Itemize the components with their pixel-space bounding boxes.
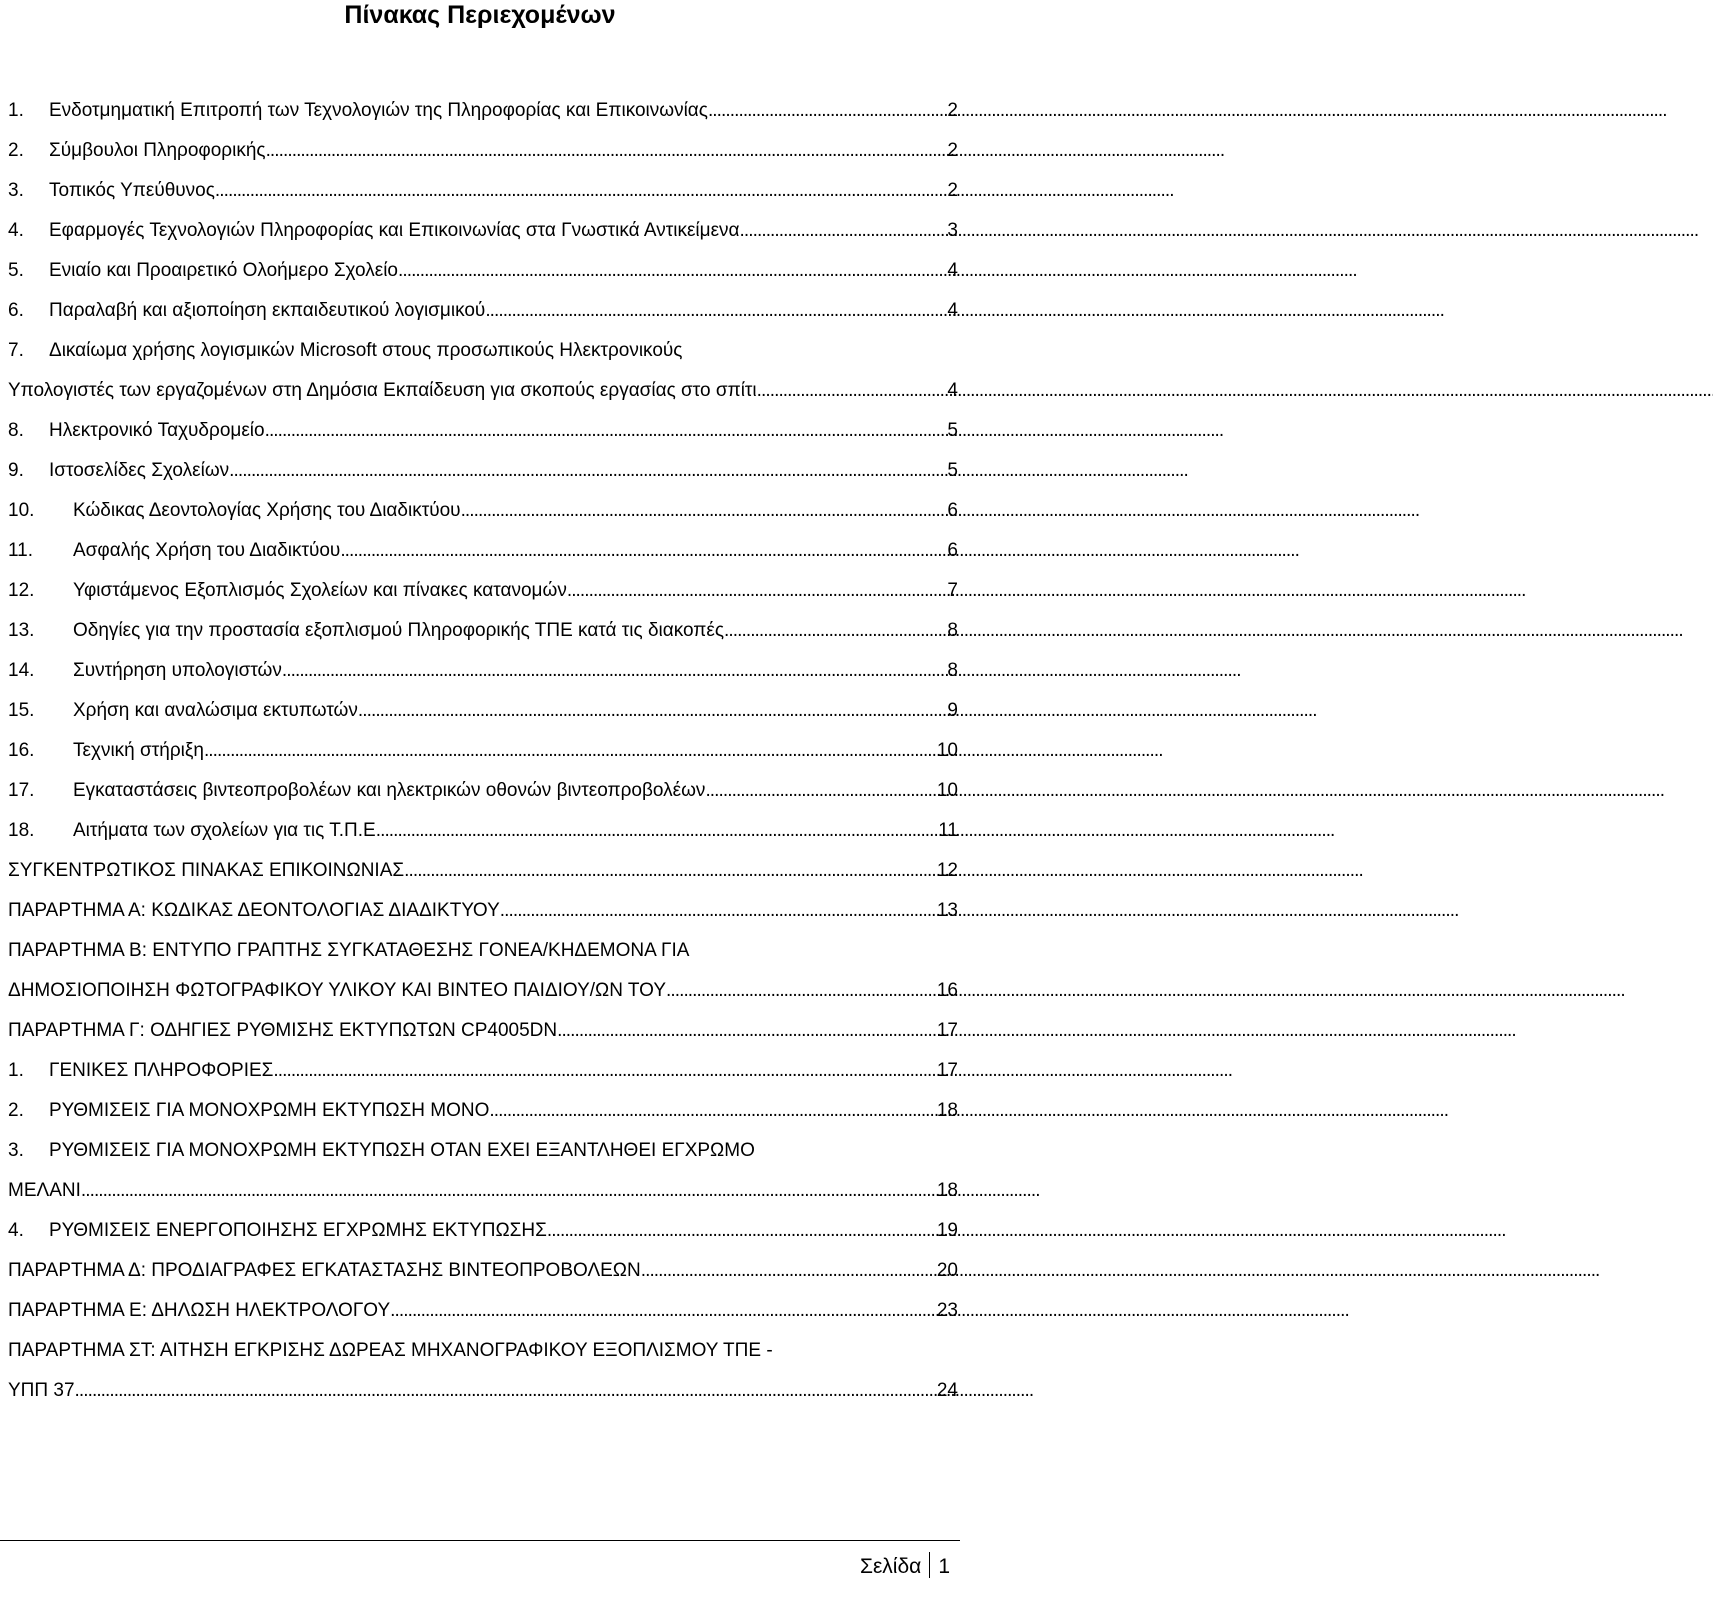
toc-entry-number: 1. xyxy=(8,1060,24,1081)
toc-entry-number: 15. xyxy=(8,700,35,721)
toc-entry[interactable] xyxy=(8,211,958,251)
toc-entry-number: 4. xyxy=(8,220,24,241)
toc-entry[interactable] xyxy=(8,811,958,851)
toc-entry-number: 14. xyxy=(8,660,35,681)
toc-entry-page: 8 xyxy=(947,660,958,681)
toc-entry-page: 24 xyxy=(936,1380,958,1401)
toc-leader-dots xyxy=(557,1011,936,1051)
toc-entry-title[interactable]: ΠΑΡΑΡΤΗΜΑ Γ: ΟΔΗΓΙΕΣ ΡΥΘΜΙΣΗΣ ΕΚΤΥΠΩΤΩΝ CP4005DN xyxy=(8,1020,558,1041)
toc-entry-title[interactable]: Κώδικας Δεοντολογίας Χρήσης του Διαδικτύου xyxy=(73,500,461,521)
toc-entry-page: 11 xyxy=(938,820,958,841)
toc-entry-title[interactable]: Συντήρηση υπολογιστών xyxy=(73,660,282,681)
toc-entry-title[interactable]: Υφιστάμενος Εξοπλισμός Σχολείων και πίνακες κατανομών xyxy=(73,580,567,601)
toc-leader-dots xyxy=(461,491,947,531)
toc-leader-dots xyxy=(204,731,936,771)
toc-entry-title-continued[interactable]: ΥΠΠ 37 xyxy=(8,1380,75,1401)
toc-entry[interactable] xyxy=(8,611,958,651)
toc-leader-dots xyxy=(724,611,946,651)
toc-entry-number: 5. xyxy=(8,260,24,281)
toc-entry-title[interactable]: Ενιαίο και Προαιρετικό Ολοήμερο Σχολείο xyxy=(49,260,398,281)
toc-leader-dots xyxy=(265,411,947,451)
toc-leader-dots xyxy=(390,1291,936,1331)
toc-entry[interactable] xyxy=(8,491,958,531)
toc-entry-title[interactable]: Ηλεκτρονικό Ταχυδρομείο xyxy=(49,420,265,441)
toc-entry-continuation[interactable] xyxy=(8,1171,958,1211)
toc-leader-dots xyxy=(340,531,946,571)
toc-entry-number: 13. xyxy=(8,620,35,641)
toc-leader-dots xyxy=(547,1211,936,1251)
toc-entry-title[interactable]: ΠΑΡΑΡΤΗΜΑ Ε: ΔΗΛΩΣΗ ΗΛΕΚΤΡΟΛΟΓΟΥ xyxy=(8,1300,391,1321)
toc-entry-continuation[interactable] xyxy=(8,971,958,1011)
toc-entry-page: 8 xyxy=(947,620,958,641)
toc-entry-number: 18. xyxy=(8,820,35,841)
toc-entry-title[interactable]: Παραλαβή και αξιοποίηση εκπαιδευτικού λογισμικού xyxy=(49,300,486,321)
toc-entry-continuation[interactable] xyxy=(8,371,958,411)
toc-entry-number: 1. xyxy=(8,100,24,121)
toc-entry[interactable] xyxy=(8,731,958,771)
toc-entry[interactable] xyxy=(8,331,958,371)
toc-entry-page: 4 xyxy=(947,380,958,401)
toc-entry-title[interactable]: ΡΥΘΜΙΣΕΙΣ ΓΙΑ ΜΟΝΟΧΡΩΜΗ ΕΚΤΥΠΩΣΗ ΟΤΑΝ ΕΧΕΙ ΕΞΑΝΤΛΗΘΕΙ ΕΓΧΡΩΜΟ xyxy=(49,1140,755,1161)
footer-page-label: Σελίδα xyxy=(859,1555,922,1578)
toc-leader-dots xyxy=(404,851,936,891)
toc-entry-page: 3 xyxy=(947,220,958,241)
footer-separator xyxy=(929,1552,930,1578)
toc-leader-dots xyxy=(266,131,947,171)
toc-entry[interactable] xyxy=(8,171,958,211)
toc-leader-dots xyxy=(740,211,947,251)
toc-entry[interactable] xyxy=(8,1011,958,1051)
toc-entry-page: 17 xyxy=(936,1020,958,1041)
toc-entry[interactable] xyxy=(8,1131,958,1171)
toc-leader-dots xyxy=(215,171,947,211)
toc-entry-number: 8. xyxy=(8,420,24,441)
toc-entry[interactable] xyxy=(8,91,958,131)
toc-entry-page: 12 xyxy=(936,860,958,881)
toc-entry[interactable] xyxy=(8,571,958,611)
toc-entry-page: 6 xyxy=(947,500,958,521)
toc-entry-title[interactable]: ΠΑΡΑΡΤΗΜΑ Β: ΕΝΤΥΠΟ ΓΡΑΠΤΗΣ ΣΥΓΚΑΤΑΘΕΣΗΣ ΓΟΝΕΑ/ΚΗΔΕΜΟΝΑ ΓΙΑ xyxy=(8,940,690,961)
toc-entry-page: 10 xyxy=(936,780,958,801)
toc-entry[interactable] xyxy=(8,1251,958,1291)
toc-entry-title[interactable]: Εγκαταστάσεις βιντεοπροβολέων και ηλεκτρικών οθονών βιντεοπροβολέων xyxy=(73,780,706,801)
toc-entry-title[interactable]: ΣΥΓΚΕΝΤΡΩΤΙΚΟΣ ΠΙΝΑΚΑΣ ΕΠΙΚΟΙΝΩΝΙΑΣ xyxy=(8,860,405,881)
toc-entry-page: 2 xyxy=(947,100,958,121)
page-title: Πίνακας Περιεχομένων xyxy=(344,1,616,29)
toc-entry-title[interactable]: Σύμβουλοι Πληροφορικής xyxy=(49,140,266,161)
toc-entry-number: 10. xyxy=(8,500,35,521)
toc-entry-number: 3. xyxy=(8,1140,24,1161)
toc-leader-dots xyxy=(229,451,946,491)
toc-entry-number: 9. xyxy=(8,460,24,481)
toc-entry-page: 9 xyxy=(947,700,958,721)
footer-page-number: 1 xyxy=(938,1555,950,1578)
toc-entry[interactable] xyxy=(8,1331,958,1371)
toc-entry-number: 4. xyxy=(8,1220,24,1241)
toc-leader-dots xyxy=(666,971,936,1011)
page-footer xyxy=(860,1552,950,1582)
toc-entry-page: 20 xyxy=(936,1260,958,1281)
toc-entry-title[interactable]: ΠΑΡΑΡΤΗΜΑ Δ: ΠΡΟΔΙΑΓΡΑΦΕΣ ΕΓΚΑΤΑΣΤΑΣΗΣ ΒΙΝΤΕΟΠΡΟΒΟΛΕΩΝ xyxy=(8,1260,641,1281)
toc-entry-title[interactable]: ΡΥΘΜΙΣΕΙΣ ΕΝΕΡΓΟΠΟΙΗΣΗΣ ΕΓΧΡΩΜΗΣ ΕΚΤΥΠΩΣΗΣ xyxy=(49,1220,547,1241)
toc-entry-number: 12. xyxy=(8,580,35,601)
toc-entry-number: 2. xyxy=(8,140,24,161)
toc-entry-title-continued[interactable]: ΜΕΛΑΝΙ xyxy=(8,1180,81,1201)
toc-entry-title[interactable]: Δικαίωμα χρήσης λογισμικών Microsoft στους προσωπικούς Ηλεκτρονικούς xyxy=(49,340,683,361)
toc-entry-number: 16. xyxy=(8,740,35,761)
toc-entry-title[interactable]: Εφαρμογές Τεχνολογιών Πληροφορίας και Επικοινωνίας στα Γνωστικά Αντικείμενα xyxy=(49,220,740,241)
toc-entry[interactable] xyxy=(8,1091,958,1131)
toc-entry-number: 7. xyxy=(8,340,24,361)
toc-leader-dots xyxy=(489,1091,935,1131)
toc-entry-page: 4 xyxy=(947,300,958,321)
toc-leader-dots xyxy=(273,1051,935,1091)
toc-entry-page: 4 xyxy=(947,260,958,281)
toc-entry-page: 13 xyxy=(936,900,958,921)
toc-entry-number: 3. xyxy=(8,180,24,201)
toc-entry-page: 7 xyxy=(947,580,958,601)
footer-divider xyxy=(0,1540,960,1541)
toc-entry-title[interactable]: ΠΑΡΑΡΤΗΜΑ ΣΤ: ΑΙΤΗΣΗ ΕΓΚΡΙΣΗΣ ΔΩΡΕΑΣ ΜΗΧΑΝΟΓΡΑΦΙΚΟΥ ΕΞΟΠΛΙΣΜΟΥ ΤΠΕ - xyxy=(8,1340,773,1361)
toc-entry-number: 6. xyxy=(8,300,24,321)
toc-leader-dots xyxy=(500,891,936,931)
toc-entry-page: 17 xyxy=(936,1060,958,1081)
toc-leader-dots xyxy=(567,571,947,611)
toc-leader-dots xyxy=(398,251,946,291)
toc-entry[interactable] xyxy=(8,931,958,971)
toc-entry[interactable] xyxy=(8,531,958,571)
toc-entry-title[interactable]: Αιτήματα των σχολείων για τις Τ.Π.Ε xyxy=(73,820,376,841)
toc-entry[interactable] xyxy=(8,251,958,291)
toc-entry[interactable] xyxy=(8,1291,958,1331)
toc-entry[interactable] xyxy=(8,131,958,171)
toc-leader-dots xyxy=(282,651,947,691)
toc-entry-title[interactable]: ΓΕΝΙΚΕΣ ΠΛΗΡΟΦΟΡΙΕΣ xyxy=(49,1060,274,1081)
toc-entry-page: 2 xyxy=(947,180,958,201)
toc-entry-page: 18 xyxy=(936,1180,958,1201)
toc-entry-title-continued[interactable]: ΔΗΜΟΣΙΟΠΟΙΗΣΗ ΦΩΤΟΓΡΑΦΙΚΟΥ ΥΛΙΚΟΥ ΚΑΙ ΒΙΝΤΕΟ ΠΑΙΔΙΟΥ/ΩΝ ΤΟΥ xyxy=(8,980,667,1001)
toc-leader-dots xyxy=(376,811,938,851)
toc-entry-title[interactable]: Ασφαλής Χρήση του Διαδικτύου xyxy=(73,540,341,561)
toc-entry-number: 2. xyxy=(8,1100,24,1121)
toc-entry[interactable] xyxy=(8,291,958,331)
toc-entry-page: 10 xyxy=(936,740,958,761)
toc-entry-page: 5 xyxy=(947,460,958,481)
toc-list xyxy=(8,91,958,1411)
toc-leader-dots xyxy=(705,771,935,811)
toc-entry-title[interactable]: ΡΥΘΜΙΣΕΙΣ ΓΙΑ ΜΟΝΟΧΡΩΜΗ ΕΚΤΥΠΩΣΗ ΜΟΝΟ xyxy=(49,1100,490,1121)
toc-entry[interactable] xyxy=(8,411,958,451)
toc-leader-dots xyxy=(641,1251,936,1291)
toc-entry-number: 17. xyxy=(8,780,35,801)
toc-leader-dots xyxy=(757,371,947,411)
toc-leader-dots xyxy=(358,691,947,731)
toc-entry-title[interactable]: Ιστοσελίδες Σχολείων xyxy=(49,460,230,481)
toc-entry-title[interactable]: Χρήση και αναλώσιμα εκτυπωτών xyxy=(73,700,358,721)
toc-entry-title[interactable]: Τεχνική στήριξη xyxy=(73,740,204,761)
toc-entry-title[interactable]: ΠΑΡΑΡΤΗΜΑ Α: ΚΩΔΙΚΑΣ ΔΕΟΝΤΟΛΟΓΙΑΣ ΔΙΑΔΙΚΤΥΟΥ xyxy=(8,900,500,921)
toc-leader-dots xyxy=(81,1171,936,1211)
toc-entry[interactable] xyxy=(8,651,958,691)
toc-entry-number: 11. xyxy=(8,540,34,561)
toc-entry-page: 23 xyxy=(936,1300,958,1321)
toc-entry-title[interactable]: Οδηγίες για την προστασία εξοπλισμού Πληροφορικής ΤΠΕ κατά τις διακοπές xyxy=(73,620,725,641)
toc-entry[interactable] xyxy=(8,451,958,491)
toc-entry-title[interactable]: Ενδοτμηματική Επιτροπή των Τεχνολογιών της Πληροφορίας και Επικοινωνίας xyxy=(49,100,708,121)
toc-entry-continuation[interactable] xyxy=(8,1371,958,1411)
toc-leader-dots xyxy=(75,1371,936,1411)
toc-entry-page: 2 xyxy=(947,140,958,161)
toc-entry[interactable] xyxy=(8,691,958,731)
toc-leader-dots xyxy=(485,291,946,331)
toc-entry-page: 19 xyxy=(936,1220,958,1241)
toc-entry-page: 6 xyxy=(947,540,958,561)
toc-entry-page: 16 xyxy=(936,980,958,1001)
toc-entry-title-continued[interactable]: Υπολογιστές των εργαζομένων στη Δημόσια Εκπαίδευση για σκοπούς εργασίας στο σπίτι xyxy=(8,380,757,401)
toc-entry[interactable] xyxy=(8,891,958,931)
toc-entry[interactable] xyxy=(8,771,958,811)
toc-leader-dots xyxy=(708,91,946,131)
toc-entry[interactable] xyxy=(8,1051,958,1091)
toc-entry[interactable] xyxy=(8,851,958,891)
toc-entry-page: 18 xyxy=(936,1100,958,1121)
toc-entry-page: 5 xyxy=(947,420,958,441)
toc-entry[interactable] xyxy=(8,1211,958,1251)
toc-entry-title[interactable]: Τοπικός Υπεύθυνος xyxy=(49,180,215,201)
